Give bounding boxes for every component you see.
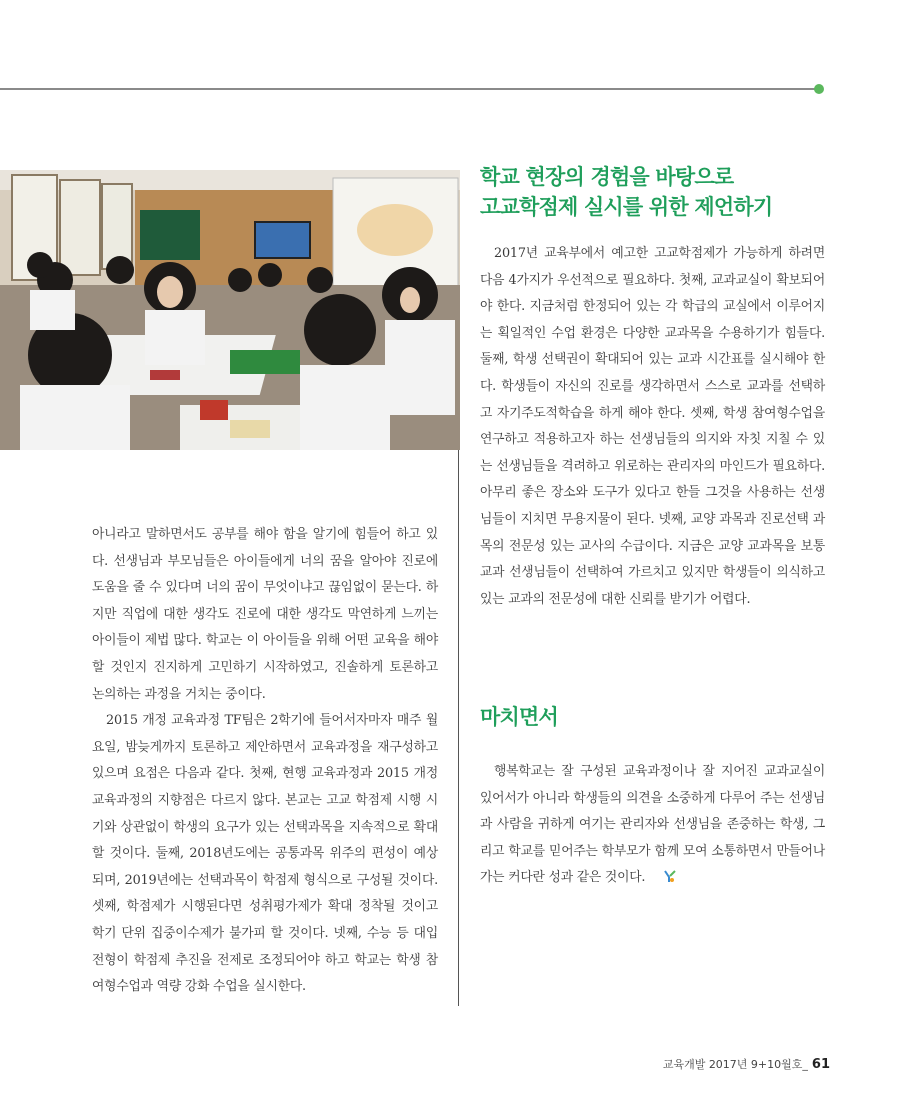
end-mark-logo-icon <box>649 867 677 894</box>
left-paragraph-2: 2015 개정 교육과정 TF팀은 2학기에 들어서자마자 매주 월요일, 밤늦게까지 토론하고 제안하면서 교육과정을 재구성하고 있으며 요점은 다음과 같다. 첫째, 현행 교육과정과 2015 개정 교육과정의 지향점은 다르지 않다. 본교는 고교 학점제 시행 시기와 상관없이 학생의 요구가 있는 선택과목을 지속적으로 확대할 것이다. 둘째, 2018년도에는 공통과목 위주의 편성이 예상되며, 2019년에는 선택과목이 학점제 형식으로 구성될 것이다. 셋째, 학점제가 시행된다면 성취평가제가 확대 정착될 것이고 학기 단위 집중이수제가 불가피 할 것이다. 넷째, 수능 등 대입 전형이 학점제 추진을 전제로 조정되어야 하고 학교는 학생 참여형수업과 역량 강화 수업을 실시한다. <box>92 713 438 995</box>
section2-body: 행복학교는 잘 구성된 교육과정이나 잘 지어진 교과교실이 있어서가 아니라 학생들의 의견을 소중하게 다루어 주는 선생님과 사람을 귀하게 여기는 관리자와 선생님을 존중하는 학생, 그리고 학교를 믿어주는 학부모가 함께 모여 소통하면서 만들어나가는 커다란 성과 같은 것이다. <box>480 764 825 886</box>
section1-heading <box>480 162 830 222</box>
section1-title-line1: 학교 현장의 경험을 바탕으로 <box>480 165 734 189</box>
header-rule-dot <box>814 84 824 94</box>
page-number: 61 <box>811 1057 830 1072</box>
section2-body-wrap <box>480 759 825 894</box>
header-rule <box>0 88 817 90</box>
section2-heading: 마치면서 <box>480 705 558 729</box>
section1-title-line2: 고교학점제 실시를 위한 제언하기 <box>480 195 773 219</box>
left-column-text <box>92 522 438 1001</box>
page-footer <box>660 1056 830 1072</box>
classroom-photo <box>0 170 460 450</box>
left-paragraph-1: 아니라고 말하면서도 공부를 해야 함을 알기에 힘들어 하고 있다. 선생님과 부모님들은 아이들에게 너의 꿈을 알아야 진로에 도움을 줄 수 있다며 너의 꿈이 무엇이냐고 끊임없이 묻는다. 하지만 직업에 대한 생각도 진로에 대한 생각도 막연하게 느끼는 아이들이 제법 많다. 학교는 이 아이들을 위해 어떤 교육을 해야 할 것인지 진지하게 고민하기 시작하였고, 진솔하게 토론하고 논의하는 과정을 거치는 중이다. <box>92 527 438 702</box>
section1-body: 2017년 교육부에서 예고한 고교학점제가 가능하게 하려면 다음 4가지가 우선적으로 필요하다. 첫째, 교과교실이 확보되어야 한다. 지금처럼 한정되어 있는 각 학급의 교실에서 이루어지는 획일적인 수업 환경은 다양한 교과목을 수용하기가 힘들다. 둘째, 학생 선택권이 확대되어 있는 교과 시간표를 실시해야 한다. 학생들이 자신의 진로를 생각하면서 스스로 교과를 선택하고 자기주도적학습을 하게 해야 한다. 셋째, 학생 참여형수업을 연구하고 적용하고자 하는 선생님들의 의지와 자칫 지칠 수 있는 선생님들을 격려하고 위로하는 관리자의 마인드가 필요하다. 아무리 좋은 장소와 도구가 있다고 한들 그것을 사용하는 선생님들이 지치면 무용지물이 된다. 넷째, 교양 과목과 진로선택 과목의 전문성 있는 교사의 수급이다. 지금은 교양 교과목을 보통 교과 선생님들이 선택하여 가르치고 있지만 학생들이 의식하고 있는 교과의 전문성에 대한 신뢰를 받기가 어렵다. <box>480 246 825 607</box>
column-divider <box>458 450 459 1006</box>
footer-magazine: 교육개발 2017년 9+10월호_ <box>662 1058 808 1071</box>
